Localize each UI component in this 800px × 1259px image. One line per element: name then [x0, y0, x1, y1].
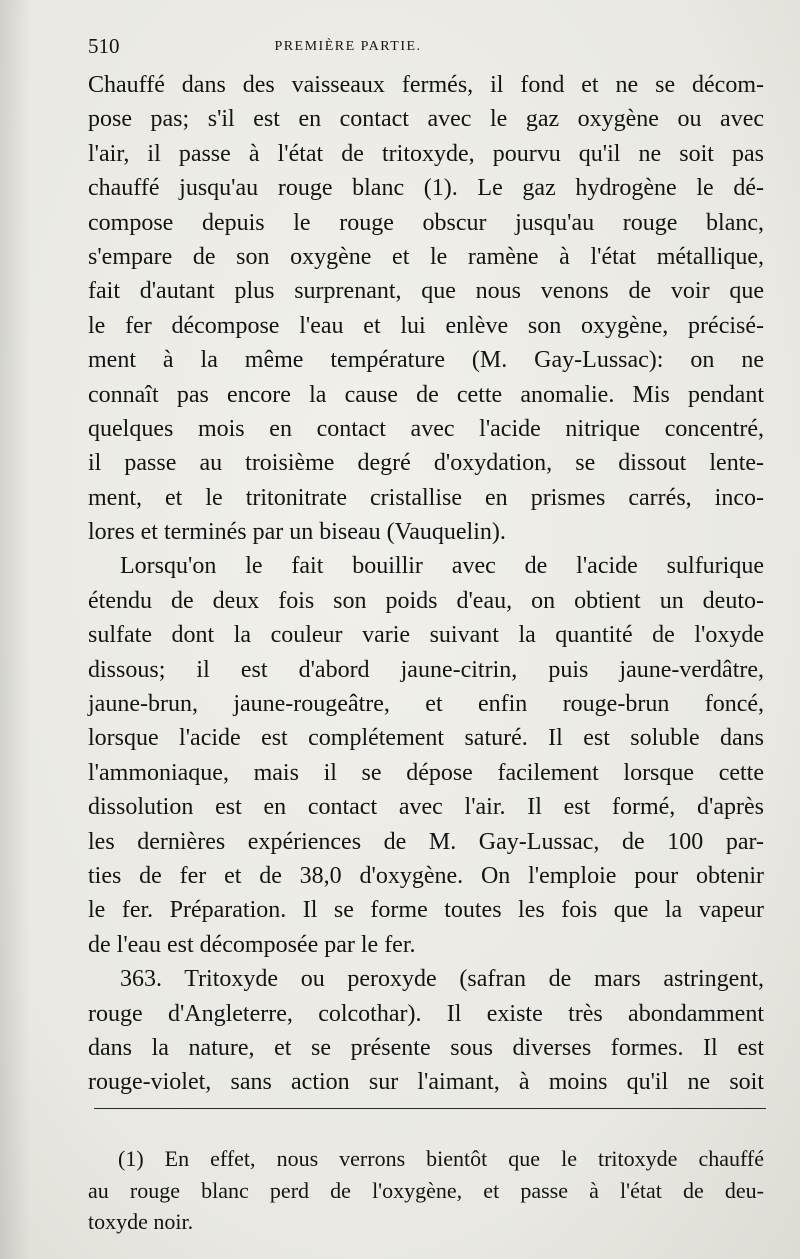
page-number: 510	[88, 34, 120, 58]
text-line: l'ammoniaque, mais il se dépose facilement lorsque cette	[88, 759, 764, 786]
text-line: quelques mois en contact avec l'acide nitrique concentré,	[88, 415, 764, 442]
text-line: dissous; il est d'abord jaune-citrin, puis jaune-verdâtre,	[88, 656, 764, 683]
body-text	[88, 68, 764, 1100]
text-line: ties de fer et de 38,0 d'oxygène. On l'emploie pour obtenir	[88, 862, 764, 889]
text-line: lorsque l'acide est complétement saturé. Il est soluble dans	[88, 725, 764, 752]
text-line: rouge d'Angleterre, colcothar). Il existe très abondamment	[88, 1000, 764, 1027]
text-line: compose depuis le rouge obscur jusqu'au rouge blanc,	[88, 209, 764, 236]
footnote-line: au rouge blanc perd de l'oxygène, et passe à l'état de deu-	[88, 1177, 764, 1203]
text-line: étendu de deux fois son poids d'eau, on obtient un deuto-	[88, 587, 764, 614]
text-line: s'empare de son oxygène et le ramène à l'état métallique,	[88, 243, 764, 270]
text-line: chauffé jusqu'au rouge blanc (1). Le gaz hydrogène le dé-	[88, 175, 764, 202]
running-title: PREMIÈRE PARTIE.	[274, 39, 422, 54]
text-line: les dernières expériences de M. Gay-Lussac, de 100 par-	[88, 828, 764, 855]
text-line: le fer décompose l'eau et lui enlève son oxygène, précisé-	[88, 312, 764, 339]
footnote-line: (1) En effet, nous verrons bientôt que le tritoxyde chauffé	[118, 1146, 764, 1171]
text-line: jaune-brun, jaune-rougeâtre, et enfin rouge-brun foncé,	[88, 691, 764, 718]
text-line: l'air, il passe à l'état de tritoxyde, pourvu qu'il ne soit pas	[88, 140, 764, 167]
text-line: 363. Tritoxyde ou peroxyde (safran de mars astringent,	[120, 966, 764, 993]
text-line: lores et terminés par un biseau (Vauquelin).	[88, 519, 506, 546]
text-line: connaît pas encore la cause de cette anomalie. Mis pendant	[88, 381, 764, 408]
text-line: il passe au troisième degré d'oxydation, se dissout lente-	[88, 450, 764, 477]
footnote-line: toxyde noir.	[88, 1209, 194, 1234]
gutter-shadow	[0, 0, 30, 1259]
text-line: ment à la même température (M. Gay-Lussac): on ne	[88, 347, 764, 374]
footnote-divider	[94, 1108, 766, 1109]
text-line: le fer. Préparation. Il se forme toutes les fois que la vapeur	[88, 897, 764, 924]
page-header	[88, 34, 768, 64]
text-line: Chauffé dans des vaisseaux fermés, il fond et ne se décom-	[88, 72, 764, 98]
text-line: rouge-violet, sans action sur l'aimant, à moins qu'il ne soit	[88, 1069, 764, 1096]
text-line: fait d'autant plus surprenant, que nous venons de voir que	[88, 278, 764, 305]
text-line: ment, et le tritonitrate cristallise en prismes carrés, inco-	[88, 484, 764, 511]
text-line: dissolution est en contact avec l'air. Il est formé, d'après	[88, 794, 764, 821]
text-line: de l'eau est décomposée par le fer.	[88, 931, 416, 958]
text-line: dans la nature, et se présente sous diverses formes. Il est	[88, 1034, 764, 1061]
text-line: pose pas; s'il est en contact avec le gaz oxygène ou avec	[88, 106, 764, 133]
text-line: Lorsqu'on le fait bouillir avec de l'acide sulfurique	[120, 553, 764, 580]
footnote	[88, 1143, 764, 1238]
text-line: sulfate dont la couleur varie suivant la quantité de l'oxyde	[88, 622, 764, 649]
